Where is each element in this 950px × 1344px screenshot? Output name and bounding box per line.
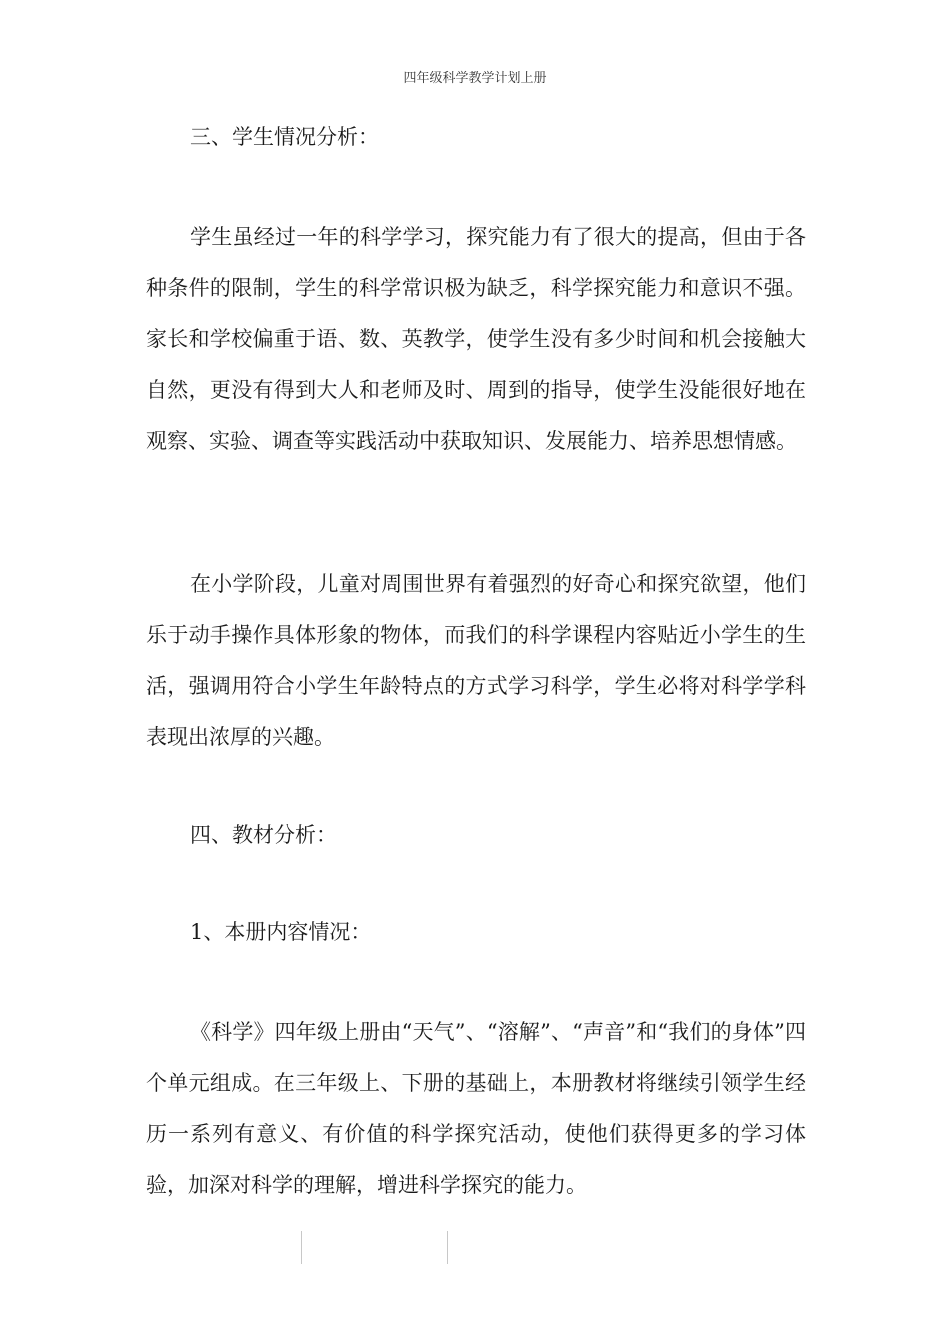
section-3-paragraph-2: 在小学阶段，儿童对周围世界有着强烈的好奇心和探究欲望，他们乐于动手操作具体形象的物体，而我们的科学课程内容贴近小学生的生活，强调用符合小学生年龄特点的方式学习科学，学生必将对科学学科表现出浓厚的兴趣。 [146, 572, 806, 749]
section-3-paragraph-1: 学生虽经过一年的科学学习，探究能力有了很大的提高，但由于各种条件的限制，学生的科学常识极为缺乏，科学探究能力和意识不强。家长和学校偏重于语、数、英教学，使学生没有多少时间和机会接触大自然，更没有得到大人和老师及时、周到的指导，使学生没能很好地在观察、实验、调查等实践活动中获取知识、发展能力、培养思想情感。 [146, 225, 806, 453]
page-header-title: 四年级科学教学计划上册 [403, 71, 547, 86]
section-3-heading: 三、学生情况分析： [190, 125, 379, 149]
footer-divider-left [301, 1231, 302, 1264]
section-4-heading: 四、教材分析： [190, 823, 337, 847]
footer-divider-right [447, 1231, 448, 1264]
subsection-1-paragraph: 《科学》四年级上册由“天气”、“溶解”、“声音”和“我们的身体”四个单元组成。在三年级上、下册的基础上，本册教材将继续引领学生经历一系列有意义、有价值的科学探究活动，使他们获得更多的学习体验，加深对科学的理解，增进科学探究的能力。 [146, 1020, 806, 1197]
subsection-1-heading: 1、本册内容情况： [190, 920, 372, 944]
